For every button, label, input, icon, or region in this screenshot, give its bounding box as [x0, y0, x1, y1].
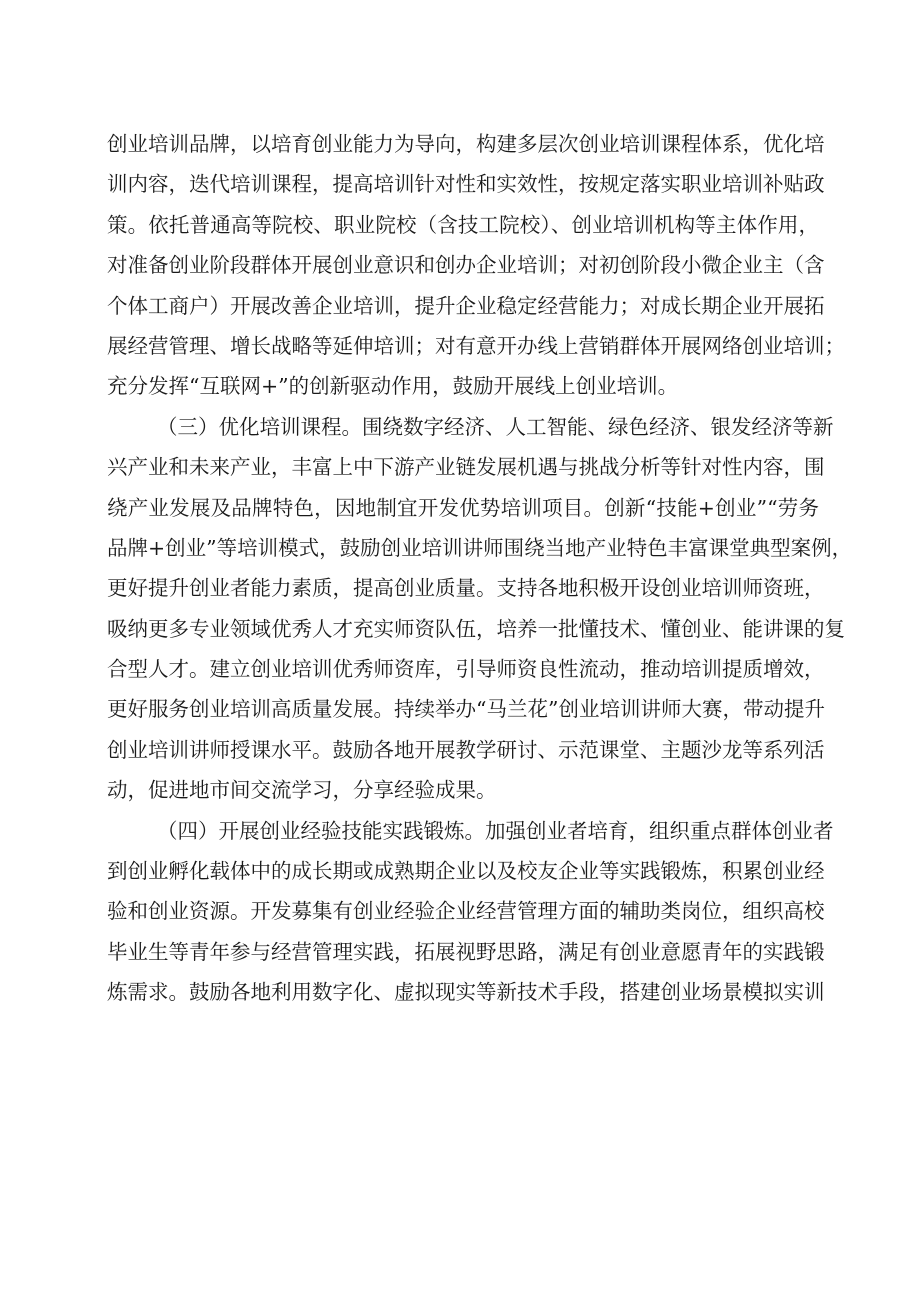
text-line: 更好服务创业培训高质量发展。持续举办“马兰花”创业培训讲师大赛，带动提升: [107, 697, 825, 722]
paragraph-startup-training-brand: [107, 124, 845, 407]
text-line: 吸纳更多专业领域优秀人才充实师资队伍，培养一批懂技术、懂创业、能讲课的复: [107, 616, 845, 641]
text-line: 合型人才。建立创业培训优秀师资库，引导师资良性流动，推动培训提质增效，: [107, 657, 825, 682]
text-line: 个体工商户）开展改善企业培训，提升企业稳定经营能力；对成长期企业开展拓: [107, 293, 825, 318]
text-line: 训内容，迭代培训课程，提高培训针对性和实效性，按规定落实职业培训补贴政: [107, 172, 825, 197]
text-line: 充分发挥“互联网+”的创新驱动作用，鼓励开展线上创业培训。: [107, 374, 679, 399]
paragraph-optimize-training-courses: [107, 407, 853, 811]
text-line: 毕业生等青年参与经营管理实践，拓展视野思路，满足有创业意愿青年的实践锻: [107, 939, 825, 964]
text-line: 炼需求。鼓励各地利用数字化、虚拟现实等新技术手段，搭建创业场景模拟实训: [107, 980, 825, 1005]
text-line: 对准备创业阶段群体开展创业意识和创办企业培训；对初创阶段小微企业主（含: [107, 253, 825, 278]
text-line: 验和创业资源。开发募集有创业经验企业经营管理方面的辅助类岗位，组织高校: [107, 899, 825, 924]
text-line: （三）优化培训课程。围绕数字经济、人工智能、绿色经济、银发经济等新: [157, 414, 834, 439]
text-line: 创业培训讲师授课水平。鼓励各地开展教学研讨、示范课堂、主题沙龙等系列活: [107, 737, 825, 762]
text-line: 展经营管理、增长战略等延伸培训；对有意开办线上营销群体开展网络创业培训；: [107, 333, 845, 358]
text-line: 品牌+创业”等培训模式，鼓励创业培训讲师围绕当地产业特色丰富课堂典型案例，: [107, 535, 853, 560]
text-line: 创业培训品牌，以培育创业能力为导向，构建多层次创业培训课程体系，优化培: [107, 132, 825, 156]
text-line: 兴产业和未来产业，丰富上中下游产业链发展机遇与挑战分析等针对性内容，围: [107, 455, 825, 480]
text-line: 到创业孵化载体中的成长期或成熟期企业以及校友企业等实践锻炼，积累创业经: [107, 859, 825, 884]
document-page: [107, 124, 853, 1013]
paragraph-practice-training: [107, 811, 834, 1013]
text-line: （四）开展创业经验技能实践锻炼。加强创业者培育，组织重点群体创业者: [157, 818, 834, 843]
text-line: 动，促进地市间交流学习，分享经验成果。: [107, 778, 497, 803]
text-line: 更好提升创业者能力素质，提高创业质量。支持各地积极开设创业培训师资班，: [107, 576, 825, 601]
text-line: 策。依托普通高等院校、职业院校（含技工院校）、创业培训机构等主体作用，: [107, 212, 819, 237]
text-line: 绕产业发展及品牌特色，因地制宜开发优势培训项目。创新“技能+创业”“劳务: [107, 495, 819, 520]
